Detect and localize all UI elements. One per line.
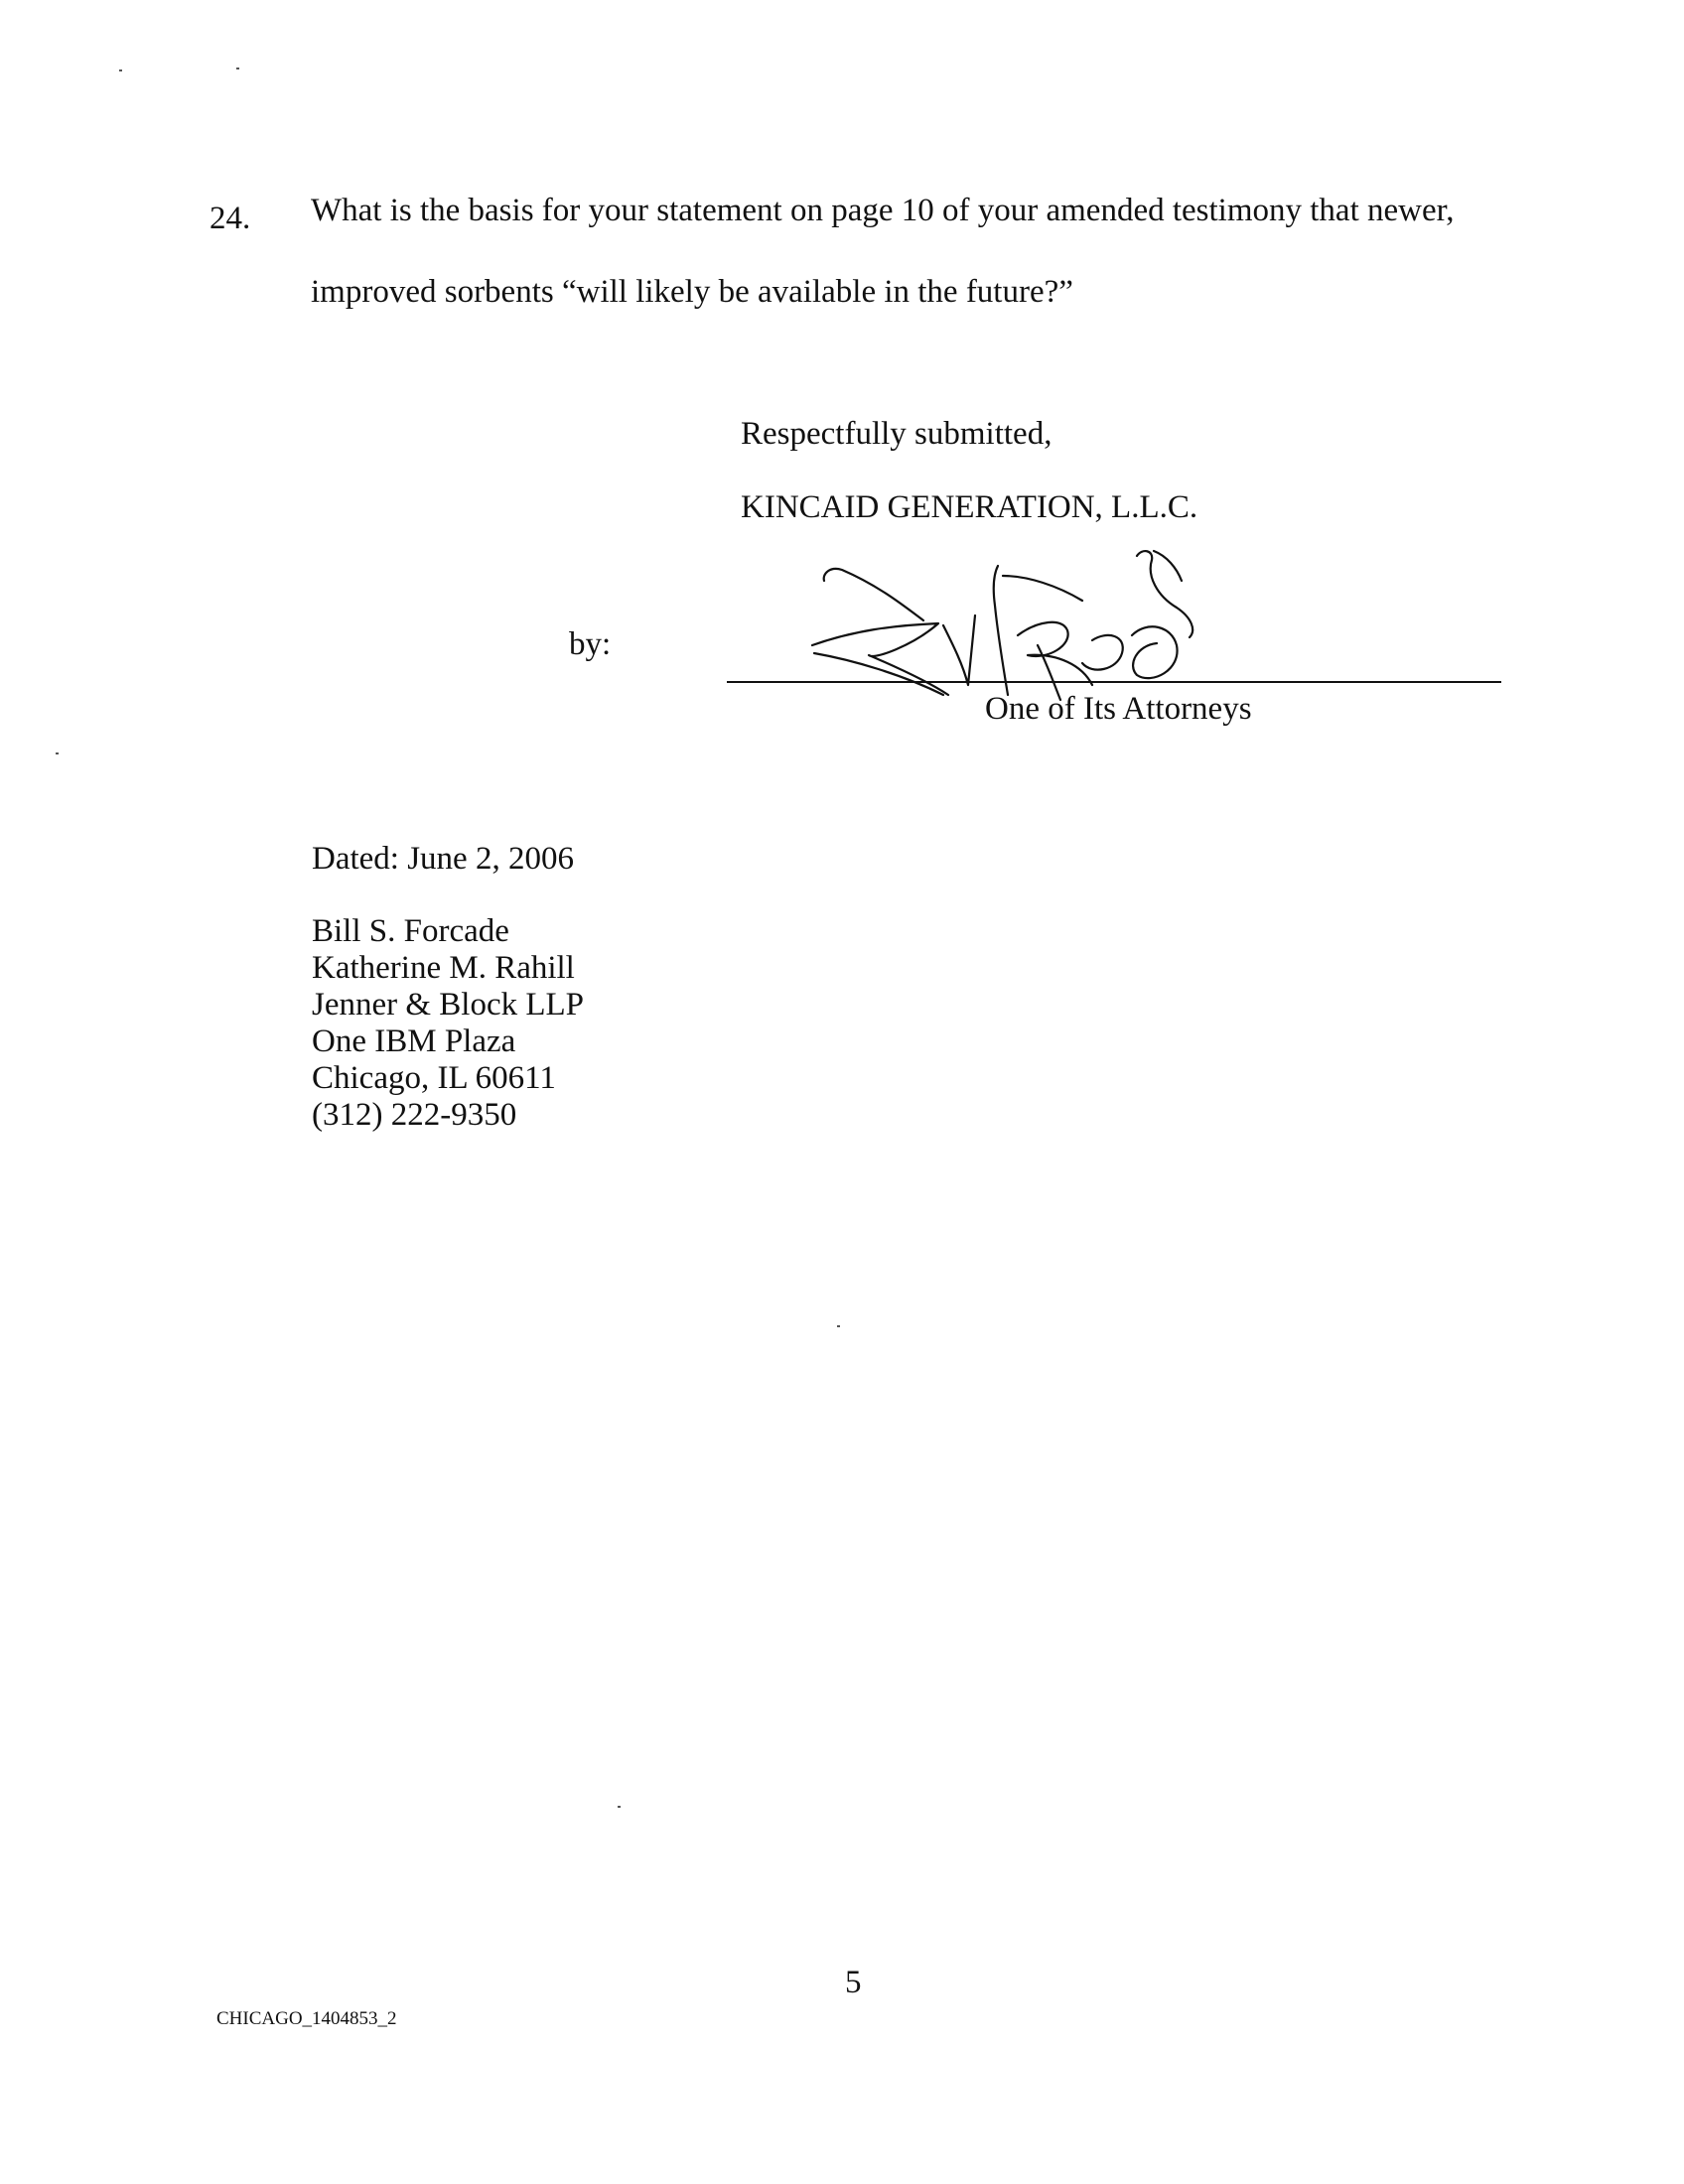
- company-name: KINCAID GENERATION, L.L.C.: [741, 489, 1198, 525]
- counsel-line: Jenner & Block LLP: [312, 987, 585, 1023]
- page-number: 5: [845, 1965, 862, 2000]
- counsel-line: Bill S. Forcade: [312, 913, 509, 949]
- scan-speck: [236, 68, 239, 69]
- counsel-line: Katherine M. Rahill: [312, 950, 575, 986]
- closing-text: Respectfully submitted,: [741, 416, 1052, 452]
- question-number: 24.: [210, 201, 251, 236]
- document-id: CHICAGO_1404853_2: [216, 2008, 397, 2029]
- counsel-line: Chicago, IL 60611: [312, 1060, 556, 1096]
- signer-role: One of Its Attorneys: [985, 691, 1252, 727]
- dated-line: Dated: June 2, 2006: [312, 841, 574, 877]
- question-text-line1: What is the basis for your statement on page 10 of your amended testimony that newer,: [311, 193, 1455, 228]
- counsel-line: (312) 222-9350: [312, 1097, 517, 1133]
- scan-speck: [618, 1806, 621, 1808]
- question-text-line2: improved sorbents “will likely be available in the future?”: [311, 274, 1073, 310]
- scan-speck: [56, 752, 59, 754]
- handwritten-signature: [794, 536, 1231, 715]
- scan-speck: [119, 69, 122, 71]
- signature-line: [727, 681, 1501, 683]
- counsel-line: One IBM Plaza: [312, 1024, 516, 1059]
- counsel-address-block: [312, 913, 584, 1134]
- scan-speck: [837, 1325, 840, 1327]
- by-label: by:: [569, 626, 612, 662]
